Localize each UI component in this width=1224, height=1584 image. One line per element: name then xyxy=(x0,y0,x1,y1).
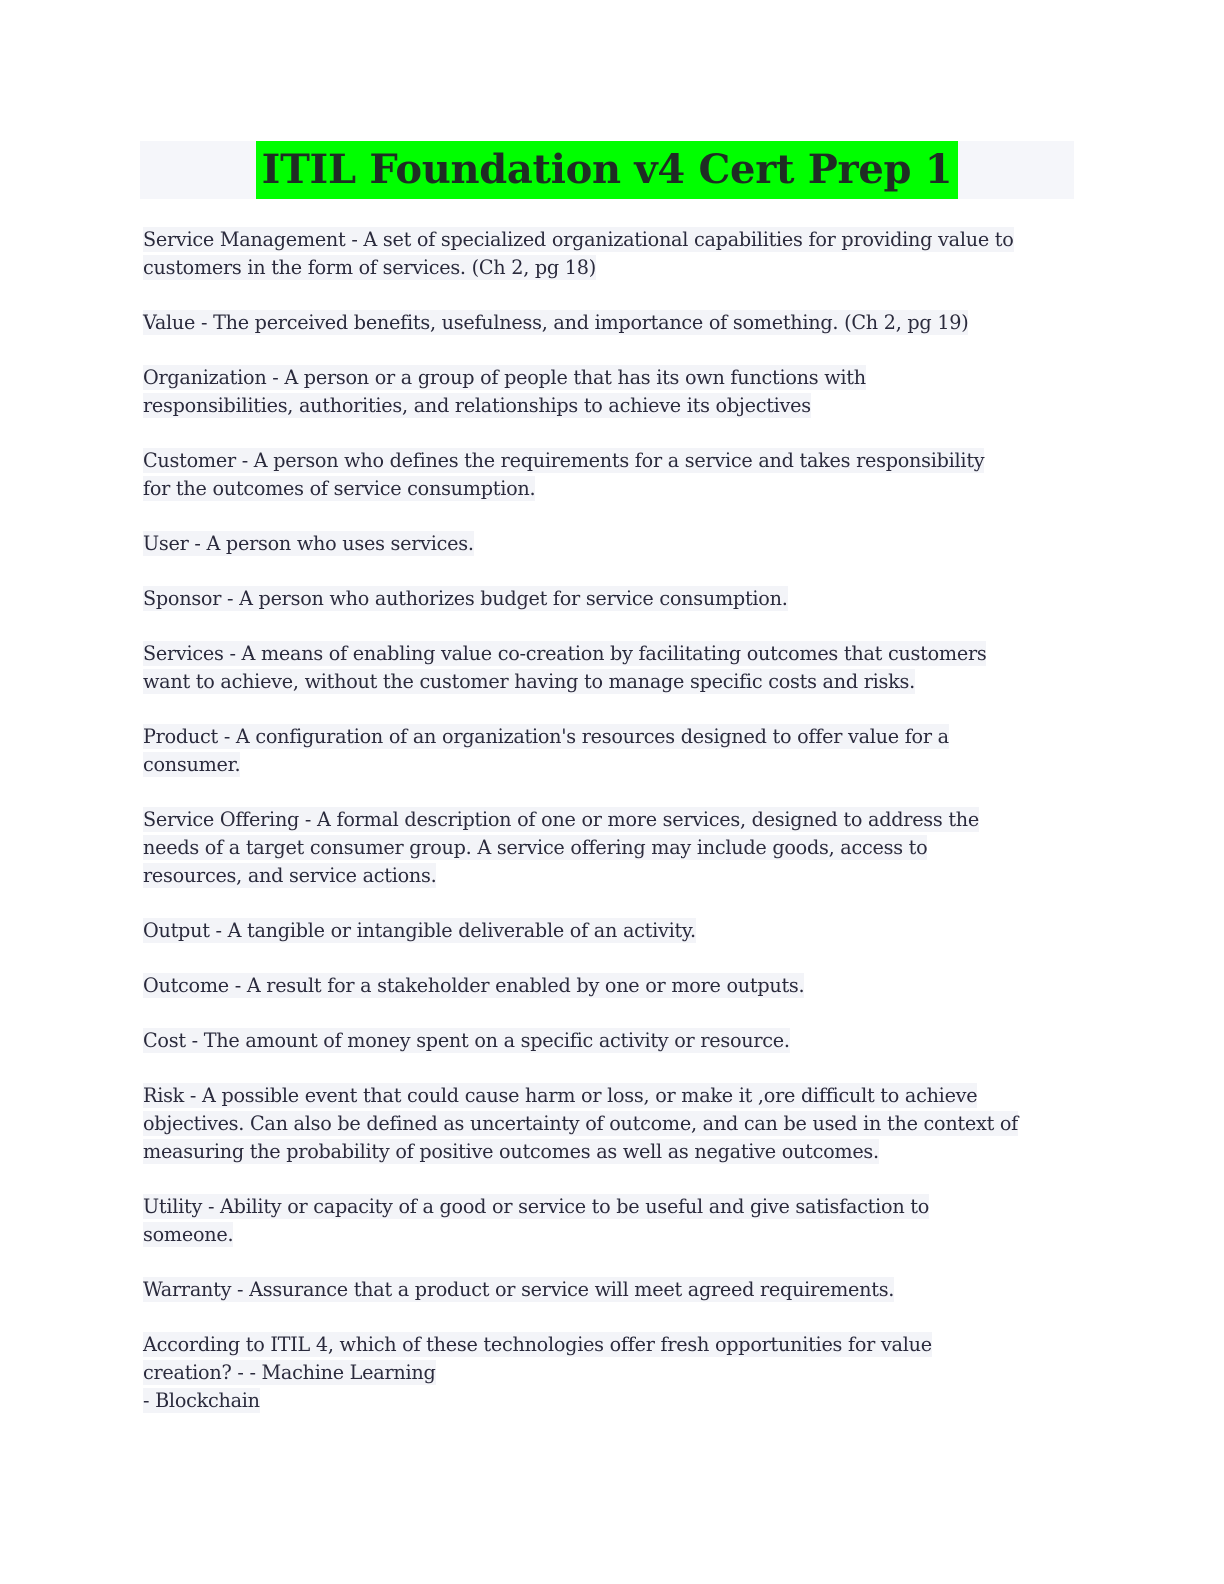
definition-line xyxy=(143,1193,1068,1221)
definition-line xyxy=(143,392,1068,420)
definition-line xyxy=(143,862,1068,890)
definition-text: Services - A means of enabling value co-creation by facilitating outcomes that customers xyxy=(143,642,987,665)
definition-line xyxy=(143,1359,1068,1387)
definition-text: resources, and service actions. xyxy=(143,864,437,887)
definition-line xyxy=(143,447,1068,475)
definition-text: for the outcomes of service consumption. xyxy=(143,477,536,500)
title-band xyxy=(140,141,1074,199)
definition-text: creation? - - Machine Learning xyxy=(143,1361,436,1384)
definition-text: objectives. Can also be defined as uncertainty of outcome, and can be used in the context of xyxy=(143,1112,1019,1135)
definition-line xyxy=(143,640,1068,668)
definition-line xyxy=(143,226,1068,254)
definition-line xyxy=(143,723,1068,751)
definition-text: customers in the form of services. (Ch 2, pg 18) xyxy=(143,256,596,279)
definition-text: Outcome - A result for a stakeholder enabled by one or more outputs. xyxy=(143,974,805,997)
definition-line xyxy=(143,668,1068,696)
definition-text: Service Management - A set of specialized organizational capabilities for providing value to xyxy=(143,228,1014,251)
definition-text: Organization - A person or a group of people that has its own functions with xyxy=(143,366,866,389)
definition-text: Value - The perceived benefits, usefulness, and importance of something. (Ch 2, pg 19) xyxy=(143,311,969,334)
definition-text: responsibilities, authorities, and relationships to achieve its objectives xyxy=(143,394,811,417)
definition-text: someone. xyxy=(143,1223,234,1246)
definition-text: measuring the probability of positive outcomes as well as negative outcomes. xyxy=(143,1140,879,1163)
definition-line xyxy=(143,1082,1068,1110)
definition-text: Warranty - Assurance that a product or service will meet agreed requirements. xyxy=(143,1278,895,1301)
definition-line xyxy=(143,1221,1068,1249)
definition-line xyxy=(143,530,1068,558)
definition-entry xyxy=(143,806,1068,890)
definition-line xyxy=(143,1276,1068,1304)
definition-text: - Blockchain xyxy=(143,1389,260,1412)
definition-entry xyxy=(143,1276,1068,1304)
definition-line xyxy=(143,585,1068,613)
definition-line xyxy=(143,834,1068,862)
definition-text: According to ITIL 4, which of these technologies offer fresh opportunities for value xyxy=(143,1333,932,1356)
definition-entry xyxy=(143,364,1068,420)
definition-line xyxy=(143,309,1068,337)
definition-text: Service Offering - A formal description of one or more services, designed to address the xyxy=(143,808,980,831)
definition-line xyxy=(143,1110,1068,1138)
definition-line xyxy=(143,972,1068,1000)
definition-entry xyxy=(143,309,1068,337)
page-title: ITIL Foundation v4 Cert Prep 1 xyxy=(256,141,959,199)
definition-line xyxy=(143,364,1068,392)
definition-text: needs of a target consumer group. A service offering may include goods, access to xyxy=(143,836,928,859)
definition-entry xyxy=(143,917,1068,945)
definition-line xyxy=(143,1387,1068,1415)
definition-entry xyxy=(143,447,1068,503)
definition-text: Cost - The amount of money spent on a specific activity or resource. xyxy=(143,1029,790,1052)
definition-entry xyxy=(143,723,1068,779)
definition-line xyxy=(143,254,1068,282)
definition-text: consumer. xyxy=(143,753,241,776)
definition-entry xyxy=(143,1082,1068,1166)
definition-line xyxy=(143,1138,1068,1166)
definition-text: Product - A configuration of an organization's resources designed to offer value for a xyxy=(143,725,949,748)
definition-line xyxy=(143,1331,1068,1359)
definition-text: Output - A tangible or intangible deliverable of an activity. xyxy=(143,919,696,942)
definition-line xyxy=(143,751,1068,779)
definition-text: Risk - A possible event that could cause harm or loss, or make it ,ore difficult to achieve xyxy=(143,1084,978,1107)
definition-text: User - A person who uses services. xyxy=(143,532,474,555)
definition-entry xyxy=(143,972,1068,1000)
definition-text: want to achieve, without the customer having to manage specific costs and risks. xyxy=(143,670,915,693)
definition-text: Utility - Ability or capacity of a good or service to be useful and give satisfaction to xyxy=(143,1195,930,1218)
definition-line xyxy=(143,806,1068,834)
definition-entry xyxy=(143,1027,1068,1055)
definition-entry xyxy=(143,640,1068,696)
definition-line xyxy=(143,475,1068,503)
definition-entry xyxy=(143,1331,1068,1415)
definition-entry xyxy=(143,226,1068,282)
definition-entry xyxy=(143,530,1068,558)
definition-entry xyxy=(143,1193,1068,1249)
definition-text: Customer - A person who defines the requirements for a service and takes responsibility xyxy=(143,449,985,472)
definition-line xyxy=(143,917,1068,945)
definition-entry xyxy=(143,585,1068,613)
definition-text: Sponsor - A person who authorizes budget for service consumption. xyxy=(143,587,788,610)
definition-list xyxy=(143,226,1068,1442)
definition-line xyxy=(143,1027,1068,1055)
